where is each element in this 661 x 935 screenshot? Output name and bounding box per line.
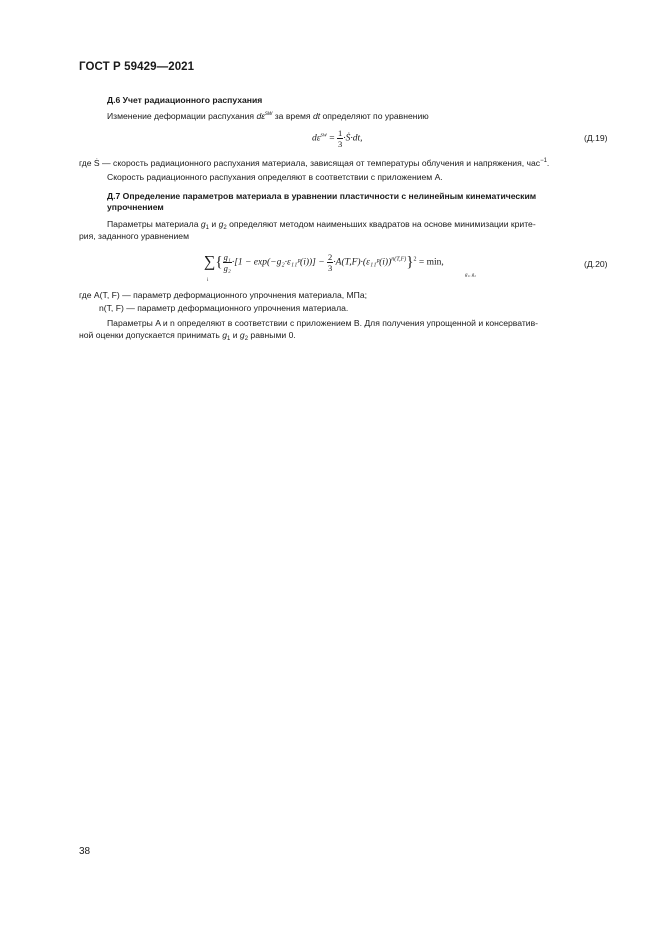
d7-g1: g	[200, 219, 206, 229]
d7-params-g1: g	[222, 330, 227, 340]
eq20-power: n(T,F)	[391, 256, 407, 263]
eq19-eq: =	[326, 133, 337, 144]
d6-where	[79, 156, 549, 169]
d7-params-g2-sub: 2	[244, 336, 249, 342]
eq20-den2: 3	[328, 263, 333, 273]
equation-number-d20: (Д.20)	[584, 259, 608, 269]
equation-number-d19: (Д.19)	[584, 133, 608, 143]
d7-params-line2	[79, 330, 296, 345]
d6-where-sup: −1	[540, 158, 547, 164]
eq20-body2: ·A(T,F)·(ε₁₁ᵖ(i))	[333, 257, 392, 268]
d7-where-2: n(T, F) — параметр деформационного упрочнения материала.	[99, 303, 349, 313]
d6-where-a: где Ṡ — скорость радиационного распухания материала, зависящая от температуры облучения и напряжения, час	[79, 158, 541, 168]
d7-params-a: ной оценки допускается принимать	[79, 330, 223, 340]
eq20-sigma-under: i	[207, 278, 209, 283]
d7-intro-a: Параметры материала	[107, 219, 201, 229]
eq20-frac-den: g₂	[223, 263, 231, 273]
eq20-square: 2	[413, 256, 417, 263]
equation-d19	[312, 128, 362, 149]
eq20-min-under: g₁, g₂	[465, 273, 476, 278]
section-d6-intro	[107, 109, 429, 122]
eq19-lhs-sup: sw	[320, 132, 327, 139]
d6-intro-dt: dt	[312, 111, 321, 121]
d7-g2-sub: 2	[223, 225, 227, 231]
d6-intro-a: Изменение деформации распухания	[107, 111, 257, 121]
d6-where-b: .	[546, 158, 550, 168]
page-number: 38	[79, 846, 91, 857]
d7-params-g1-sub: 1	[227, 336, 231, 342]
d6-intro-b: за время	[272, 111, 313, 121]
d7-params-g2: g	[239, 330, 245, 340]
d7-intro-line2: рия, заданного уравнением	[79, 231, 189, 241]
d7-intro-and: и	[208, 219, 219, 229]
eq20-min: = min,	[416, 257, 444, 268]
d7-g1-sub: 1	[205, 225, 209, 231]
eq20-num2: 2	[328, 252, 333, 262]
page-header: ГОСТ Р 59429—2021	[79, 61, 195, 73]
eq19-den: 3	[337, 139, 343, 149]
section-d7-title-line2: упрочнением	[107, 202, 164, 212]
d7-where-1: где A(T, F) — параметр деформационного упрочнения материала, МПа;	[79, 290, 368, 300]
d6-intro-c: определяют по уравнению	[320, 111, 429, 121]
d6-intro-sup: sw	[265, 111, 273, 117]
eq20-body: ·[1 − exp(−g₂·ε₁₁ᵖ(i))] −	[231, 257, 328, 268]
d6-intro-var: dε	[256, 111, 266, 121]
d7-params-line1: Параметры A и n определяют в соответствии с приложением В. Для получения упрощенной и консерватив-	[107, 318, 539, 328]
eq19-rhs: ·Ṡ·dt,	[343, 133, 363, 144]
eq19-num: 1	[337, 128, 343, 138]
eq20-sigma: ∑	[204, 253, 216, 271]
eq20-fraction-g	[223, 252, 232, 273]
section-d6-title: Д.6 Учет радиационного распухания	[107, 95, 263, 105]
d7-params-and: и	[230, 330, 240, 340]
equation-d20: ∑{ $\frac{\text{g₁}}{\text{g₂}}$ ·[1 − exp(−g₂·ε₁₁ᵖ(i))] − $\frac{2}{3}$ ·A(T,F)·(ε₁₁ᵖ(i))$^{n(T,F)}$}$^2$ = min,	[204, 252, 444, 273]
eq20-frac-num: g₁	[223, 252, 231, 262]
d6-rate-text: Скорость радиационного распухания определяют в соответствии с приложением А.	[107, 172, 443, 182]
d7-params-b: равными 0.	[248, 330, 296, 340]
eq19-lhs: dε	[312, 133, 321, 144]
d7-g2: g	[218, 219, 224, 229]
section-d7-title-line1: Д.7 Определение параметров материала в уравнении пластичности с нелинейным кинематическим	[107, 191, 537, 201]
d7-intro-b: определяют методом наименьших квадратов на основе минимизации крите-	[226, 219, 536, 229]
